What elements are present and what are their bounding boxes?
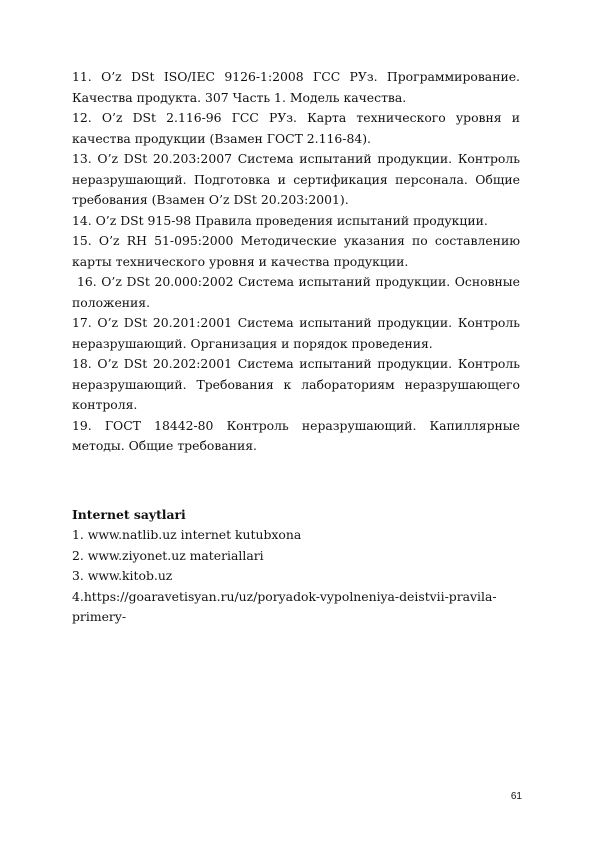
section-spacer	[72, 457, 520, 505]
page-number: 61	[510, 791, 522, 802]
reference-item: 14. O’z DSt 915-98 Правила проведения испытаний продукции.	[72, 212, 488, 228]
reference-item: 18. O’z DSt 20.202:2001 Система испытаний продукции. Контроль неразрушающий. Требования к лабораториям неразрушающего контроля.	[72, 356, 520, 412]
page-body	[72, 67, 520, 628]
reference-item: 16. O’z DSt 20.000:2002 Система испытаний продукции. Основные положения.	[72, 274, 520, 310]
reference-item: 17. O’z DSt 20.201:2001 Система испытаний продукции. Контроль неразрушающий. Организация и порядок проведения.	[72, 315, 520, 351]
reference-item: 19. ГОСТ 18442-80 Контроль неразрушающий. Капиллярные методы. Общие требования.	[72, 417, 520, 453]
web-link-item[interactable]: 1. www.natlib.uz internet kutubxona	[72, 527, 302, 542]
internet-section-heading: Internet saytlari	[72, 506, 186, 522]
reference-item: 12. O’z DSt 2.116-96 ГСС РУз. Карта технического уровня и качества продукции (Взамен ГОСТ 2.116-84).	[72, 110, 520, 146]
references-list	[72, 67, 520, 457]
reference-item: 15. O’z RH 51-095:2000 Методические указания по составлению карты технического уровня и качества продукции.	[72, 233, 520, 269]
reference-item: 13. O’z DSt 20.203:2007 Система испытаний продукции. Контроль неразрушающий. Подготовка и сертификация персонала. Общие требования (Взамен O’z DSt 20.203:2001).	[72, 151, 520, 207]
internet-links-list	[72, 525, 520, 628]
web-link-item[interactable]: 2. www.ziyonet.uz materiallari	[72, 547, 264, 563]
reference-item: 11. O’z DSt ISO/IEC 9126-1:2008 ГСС РУз. Программирование. Качества продукта. 307 Часть 1. Модель качества.	[72, 69, 520, 105]
web-link-item[interactable]: 4.https://goaravetisyan.ru/uz/poryadok-vypolneniya-deistvii-pravila-primery-	[72, 588, 497, 624]
web-link-item[interactable]: 3. www.kitob.uz	[72, 568, 173, 583]
